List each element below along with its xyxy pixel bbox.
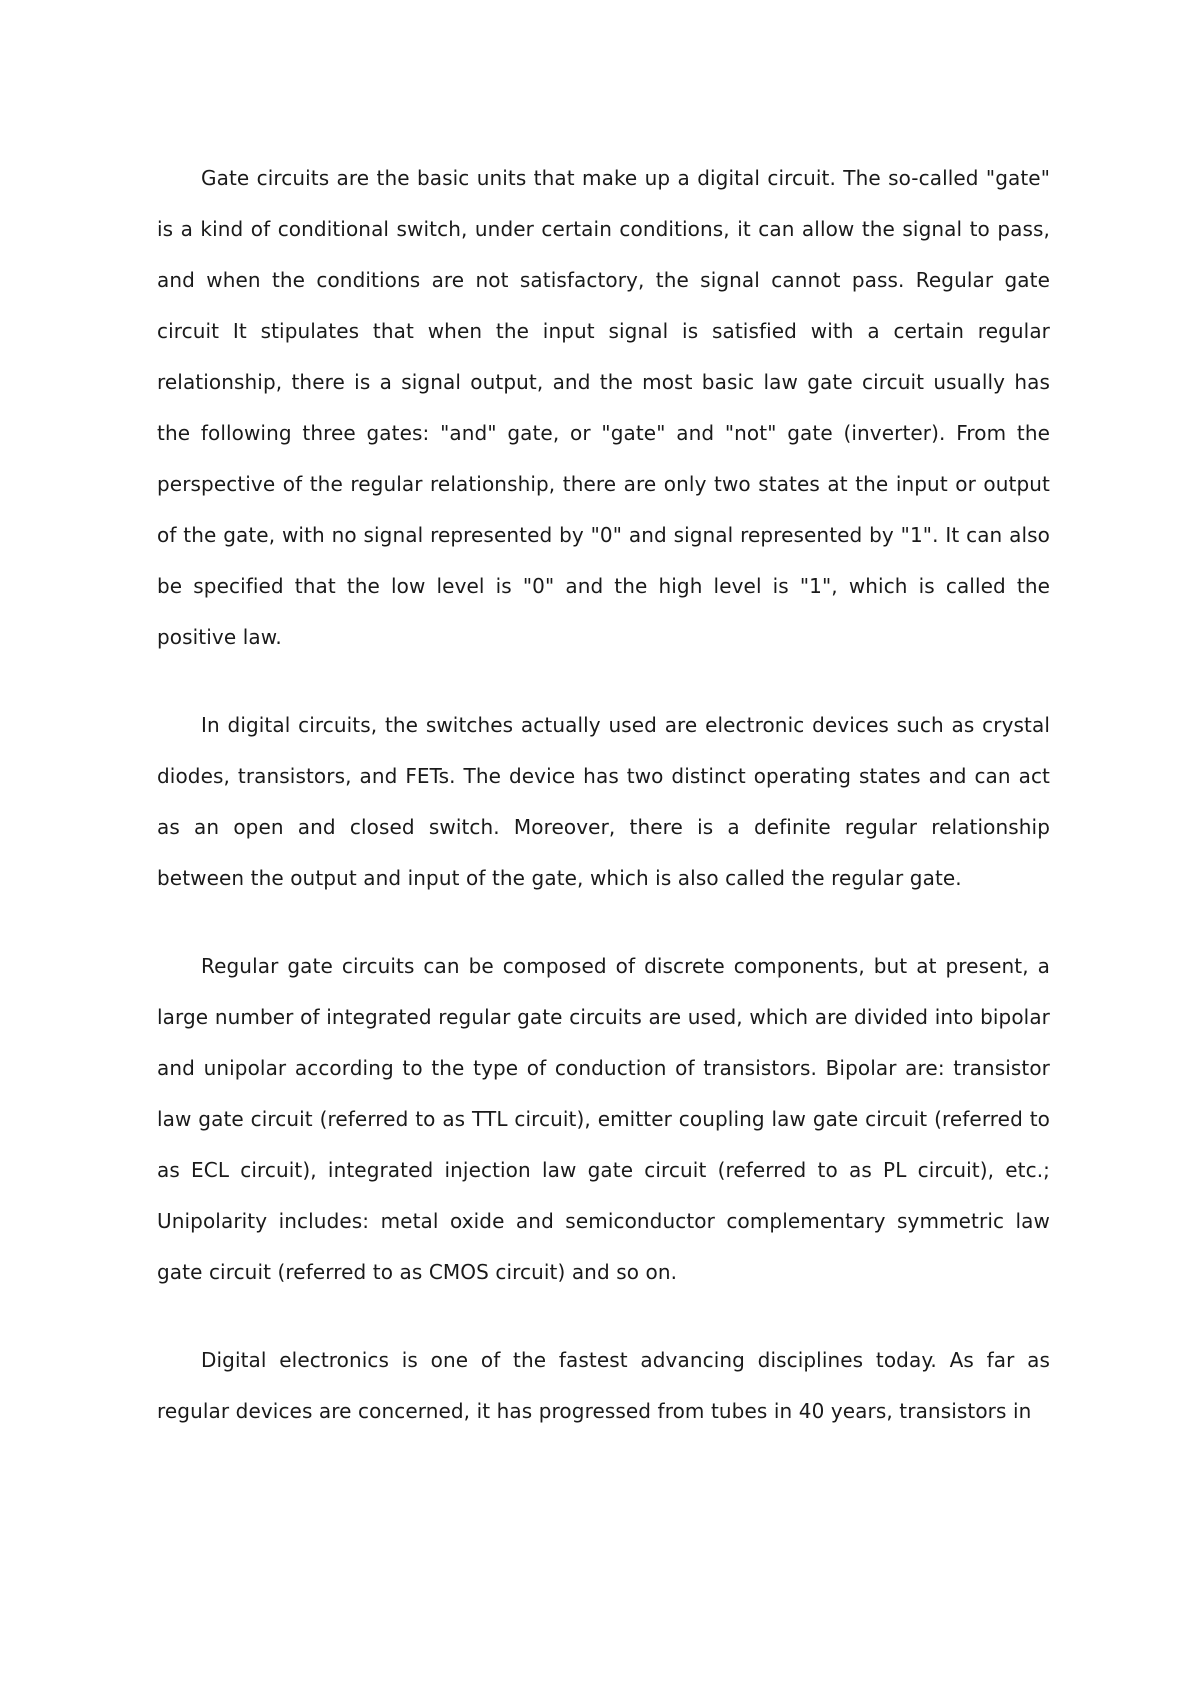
- paragraph-switches: In digital circuits, the switches actually used are electronic devices such as crystal diodes, transistors, and FETs. The device has two distinct operating states and can act as an open and closed switch. Moreover, there is a definite regular relationship between the output and input of the gate, which is also called the regular gate.: [157, 713, 1050, 890]
- document-body: [157, 153, 1050, 1437]
- paragraph-gate-circuits: Gate circuits are the basic units that make up a digital circuit. The so-called "gate" is a kind of conditional switch, under certain conditions, it can allow the signal to pass, and when the conditions are not satisfactory, the signal cannot pass. Regular gate circuit It stipulates that when the input signal is satisfied with a certain regular relationship, there is a signal output, and the most basic law gate circuit usually has the following three gates: "and" gate, or "gate" and "not" gate (inverter). From the perspective of the regular relationship, there are only two states at the input or output of the gate, with no signal represented by "0" and signal represented by "1". It can also be specified that the low level is "0" and the high level is "1", which is called the positive law.: [157, 166, 1050, 649]
- paragraph-digital-electronics: Digital electronics is one of the fastest advancing disciplines today. As far as regular devices are concerned, it has progressed from tubes in 40 years, transistors in: [157, 1348, 1050, 1423]
- paragraph-integrated-circuits: Regular gate circuits can be composed of discrete components, but at present, a large number of integrated regular gate circuits are used, which are divided into bipolar and unipolar according to the type of conduction of transistors. Bipolar are: transistor law gate circuit (referred to as TTL circuit), emitter coupling law gate circuit (referred to as ECL circuit), integrated injection law gate circuit (referred to as PL circuit), etc.; Unipolarity includes: metal oxide and semiconductor complementary symmetric law gate circuit (referred to as CMOS circuit) and so on.: [157, 954, 1050, 1284]
